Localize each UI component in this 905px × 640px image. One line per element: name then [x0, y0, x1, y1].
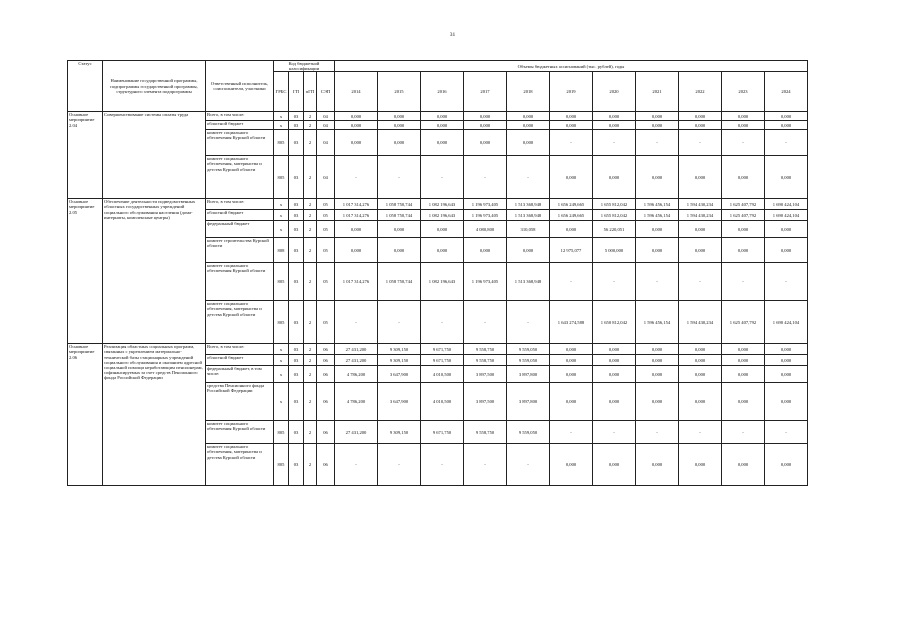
value-cell: 4 080,800 — [464, 221, 507, 238]
value-cell: 1 690 424,104 — [765, 199, 808, 210]
code-cell: 805 — [274, 301, 289, 344]
code-cell: 2 — [304, 121, 317, 130]
value-cell: 0,000 — [765, 383, 808, 421]
value-cell: 3 897,500 — [464, 366, 507, 383]
code-cell: 05 — [317, 301, 335, 344]
value-cell: - — [636, 263, 679, 301]
value-cell: 0,000 — [722, 156, 765, 199]
value-cell: 1 656 249,665 — [550, 210, 593, 221]
code-cell: 808 — [274, 238, 289, 263]
value-cell: 0,000 — [679, 444, 722, 486]
value-cell: - — [421, 444, 464, 486]
code-cell: 2 — [304, 444, 317, 486]
code-cell: 06 — [317, 344, 335, 355]
value-cell: 0,000 — [765, 121, 808, 130]
code-cell: 03 — [289, 301, 304, 344]
value-cell: - — [464, 301, 507, 344]
value-cell: 0,000 — [378, 221, 421, 238]
row-executor: областной бюджет — [206, 355, 274, 366]
row-executor: областной бюджет — [206, 121, 274, 130]
value-cell: - — [378, 301, 421, 344]
value-cell: 1 058 750,744 — [378, 210, 421, 221]
value-cell: 0,000 — [679, 238, 722, 263]
value-cell: 0,000 — [593, 355, 636, 366]
code-cell: 05 — [317, 238, 335, 263]
value-cell: 0,000 — [464, 121, 507, 130]
value-cell: 0,000 — [421, 238, 464, 263]
row-executor: федеральный бюджет, в том числе: — [206, 366, 274, 383]
budget-table-container — [67, 60, 808, 486]
value-cell: 1 058 750,744 — [378, 199, 421, 210]
value-cell: 4 786,200 — [335, 383, 378, 421]
value-cell: 27 431,200 — [335, 355, 378, 366]
value-cell: 0,000 — [636, 112, 679, 121]
row-executor: комитет социального обеспечения, материнства и детства Курской области — [206, 301, 274, 344]
row-status: Основное мероприятие 2.04 — [68, 112, 103, 199]
value-cell: 1 655 812,042 — [593, 210, 636, 221]
value-cell: 9 671,750 — [421, 344, 464, 355]
code-cell: 04 — [317, 130, 335, 156]
value-cell: 1 513 368,948 — [507, 199, 550, 210]
header-name: Наименование государственной программы, подпрограммы государственной программы, структурного элемента подпрограммы — [103, 61, 206, 112]
header-code-gp: ГП — [289, 72, 304, 112]
value-cell: 0,000 — [593, 121, 636, 130]
value-cell: 0,000 — [636, 355, 679, 366]
code-cell: 04 — [317, 121, 335, 130]
header-year: 2018 — [507, 72, 550, 112]
value-cell: 0,000 — [679, 355, 722, 366]
value-cell: 0,000 — [722, 221, 765, 238]
row-executor: Всего, в том числе: — [206, 199, 274, 210]
value-cell: 0,000 — [593, 344, 636, 355]
code-cell: 2 — [304, 421, 317, 444]
value-cell: 1 017 314,276 — [335, 263, 378, 301]
value-cell: 0,000 — [765, 221, 808, 238]
value-cell: 0,000 — [765, 366, 808, 383]
value-cell: 9 559,050 — [507, 355, 550, 366]
code-cell: 2 — [304, 238, 317, 263]
value-cell: 4 786,200 — [335, 366, 378, 383]
value-cell: 1 625 407,792 — [722, 199, 765, 210]
row-name: Совершенствование системы оплаты труда — [103, 112, 206, 199]
row-name: Обеспечение деятельности подведомственных областных государственных учреждений социального обслуживания населения (дома-интернаты, комплексные центры) — [103, 199, 206, 344]
code-cell: 03 — [289, 130, 304, 156]
code-cell: х — [274, 112, 289, 121]
value-cell: 9 309,150 — [378, 344, 421, 355]
value-cell: - — [593, 421, 636, 444]
value-cell: 310,058 — [507, 221, 550, 238]
row-executor: федеральный бюджет — [206, 221, 274, 238]
value-cell: 0,000 — [507, 130, 550, 156]
value-cell: 0,000 — [722, 112, 765, 121]
value-cell: 4 010,500 — [421, 383, 464, 421]
value-cell: - — [335, 301, 378, 344]
value-cell: 9 559,050 — [507, 344, 550, 355]
header-year: 2019 — [550, 72, 593, 112]
value-cell: 0,000 — [765, 238, 808, 263]
code-cell: 805 — [274, 156, 289, 199]
value-cell: 1 017 314,276 — [335, 210, 378, 221]
value-cell: 0,000 — [679, 121, 722, 130]
header-code-pgp: пГП — [304, 72, 317, 112]
value-cell: - — [636, 421, 679, 444]
value-cell: 0,000 — [593, 366, 636, 383]
header-volumes-group: Объемы бюджетных ассигнований (тыс. рублей), годы — [335, 61, 808, 72]
value-cell: 0,000 — [636, 344, 679, 355]
row-status: Основное мероприятие 2.05 — [68, 199, 103, 344]
value-cell: 0,000 — [335, 238, 378, 263]
value-cell: 0,000 — [335, 112, 378, 121]
code-cell: х — [274, 355, 289, 366]
value-cell: 1 082 196,643 — [421, 210, 464, 221]
value-cell: 0,000 — [464, 130, 507, 156]
value-cell: 0,000 — [550, 383, 593, 421]
value-cell: 0,000 — [636, 444, 679, 486]
value-cell: 0,000 — [593, 112, 636, 121]
table-row — [68, 344, 808, 355]
value-cell: 5 000,000 — [593, 238, 636, 263]
value-cell: - — [335, 156, 378, 199]
value-cell: - — [679, 421, 722, 444]
header-year: 2014 — [335, 72, 378, 112]
value-cell: - — [421, 301, 464, 344]
value-cell: 0,000 — [679, 156, 722, 199]
code-cell: 2 — [304, 199, 317, 210]
value-cell: - — [722, 130, 765, 156]
code-cell: 03 — [289, 238, 304, 263]
row-executor: комитет социального обеспечения Курской области — [206, 421, 274, 444]
code-cell: 03 — [289, 199, 304, 210]
value-cell: 0,000 — [507, 121, 550, 130]
value-cell: 0,000 — [679, 344, 722, 355]
code-cell: 805 — [274, 444, 289, 486]
value-cell: - — [507, 301, 550, 344]
value-cell: 0,000 — [593, 444, 636, 486]
value-cell: - — [421, 156, 464, 199]
value-cell: 1 017 314,276 — [335, 199, 378, 210]
value-cell: 1 656 249,665 — [550, 199, 593, 210]
header-status: Статус — [68, 61, 103, 112]
value-cell: 4 010,500 — [421, 366, 464, 383]
code-cell: 805 — [274, 130, 289, 156]
value-cell: 0,000 — [550, 444, 593, 486]
value-cell: 0,000 — [421, 130, 464, 156]
header-year: 2015 — [378, 72, 421, 112]
value-cell: 0,000 — [378, 112, 421, 121]
value-cell: 0,000 — [765, 344, 808, 355]
header-code-group: Код бюджетной классификации — [274, 61, 335, 72]
value-cell: 0,000 — [550, 366, 593, 383]
value-cell: 9 558,750 — [464, 344, 507, 355]
value-cell: 0,000 — [636, 156, 679, 199]
value-cell: - — [507, 444, 550, 486]
value-cell: 27 431,200 — [335, 344, 378, 355]
value-cell: 0,000 — [722, 121, 765, 130]
code-cell: 03 — [289, 421, 304, 444]
value-cell: 0,000 — [421, 112, 464, 121]
value-cell: - — [507, 156, 550, 199]
value-cell: 1 690 424,104 — [765, 301, 808, 344]
value-cell: 9 309,150 — [378, 355, 421, 366]
code-cell: 805 — [274, 421, 289, 444]
header-year: 2023 — [722, 72, 765, 112]
code-cell: 06 — [317, 355, 335, 366]
value-cell: - — [593, 263, 636, 301]
value-cell: - — [765, 130, 808, 156]
value-cell: 1 196 973,405 — [464, 210, 507, 221]
value-cell: 3 897,500 — [464, 383, 507, 421]
value-cell: 0,000 — [550, 112, 593, 121]
value-cell: - — [464, 444, 507, 486]
value-cell: 0,000 — [593, 383, 636, 421]
value-cell: 9 558,750 — [464, 355, 507, 366]
code-cell: 03 — [289, 221, 304, 238]
code-cell: 805 — [274, 263, 289, 301]
code-cell: 03 — [289, 156, 304, 199]
row-executor: Всего, в том числе: — [206, 112, 274, 121]
value-cell: 0,000 — [593, 156, 636, 199]
value-cell: - — [378, 156, 421, 199]
value-cell: 1 643 274,588 — [550, 301, 593, 344]
table-row — [68, 199, 808, 210]
value-cell: 0,000 — [679, 112, 722, 121]
value-cell: 0,000 — [679, 366, 722, 383]
value-cell: - — [765, 263, 808, 301]
value-cell: 0,000 — [765, 156, 808, 199]
value-cell: 12 975,077 — [550, 238, 593, 263]
code-cell: 06 — [317, 421, 335, 444]
value-cell: 0,000 — [636, 121, 679, 130]
code-cell: 03 — [289, 383, 304, 421]
code-cell: х — [274, 121, 289, 130]
row-executor: Всего, в том числе: — [206, 344, 274, 355]
value-cell: - — [378, 444, 421, 486]
value-cell: 1 058 750,744 — [378, 263, 421, 301]
code-cell: 06 — [317, 444, 335, 486]
header-year: 2020 — [593, 72, 636, 112]
header-year: 2024 — [765, 72, 808, 112]
value-cell: - — [636, 130, 679, 156]
code-cell: х — [274, 210, 289, 221]
value-cell: 1 650 812,042 — [593, 301, 636, 344]
value-cell: - — [679, 130, 722, 156]
row-executor: комитет строительства Курской области — [206, 238, 274, 263]
value-cell: 0,000 — [636, 383, 679, 421]
value-cell: - — [464, 156, 507, 199]
value-cell: 9 309,150 — [378, 421, 421, 444]
header-row-top — [68, 61, 808, 72]
value-cell: 1 196 973,405 — [464, 263, 507, 301]
value-cell: 0,000 — [550, 121, 593, 130]
value-cell: - — [722, 263, 765, 301]
value-cell: 1 082 196,643 — [421, 199, 464, 210]
code-cell: 2 — [304, 263, 317, 301]
header-code-sep: СЭП — [317, 72, 335, 112]
budget-table — [67, 60, 808, 486]
code-cell: х — [274, 199, 289, 210]
code-cell: 03 — [289, 444, 304, 486]
value-cell: 9 558,750 — [464, 421, 507, 444]
value-cell: 3 647,900 — [378, 383, 421, 421]
row-executor: областной бюджет — [206, 210, 274, 221]
value-cell: 0,000 — [722, 366, 765, 383]
code-cell: 06 — [317, 383, 335, 421]
value-cell: 1 690 424,104 — [765, 210, 808, 221]
header-year: 2021 — [636, 72, 679, 112]
value-cell: 0,000 — [765, 355, 808, 366]
value-cell: 1 513 368,948 — [507, 263, 550, 301]
value-cell: 1 596 456,154 — [636, 301, 679, 344]
value-cell: 1 082 196,643 — [421, 263, 464, 301]
row-status: Основное мероприятие 2.06 — [68, 344, 103, 486]
value-cell: 0,000 — [722, 238, 765, 263]
code-cell: 05 — [317, 210, 335, 221]
table-row — [68, 112, 808, 121]
value-cell: - — [550, 263, 593, 301]
value-cell: 0,000 — [722, 444, 765, 486]
value-cell: 1 625 407,792 — [722, 301, 765, 344]
code-cell: 03 — [289, 263, 304, 301]
header-executor: Ответственный исполнитель, соисполнители, участники — [206, 61, 274, 112]
value-cell: 0,000 — [464, 238, 507, 263]
row-executor: комитет социального обеспечения Курской области — [206, 130, 274, 156]
code-cell: 03 — [289, 366, 304, 383]
code-cell: 2 — [304, 221, 317, 238]
code-cell: х — [274, 383, 289, 421]
code-cell: х — [274, 344, 289, 355]
code-cell: х — [274, 221, 289, 238]
code-cell: 2 — [304, 210, 317, 221]
code-cell: 04 — [317, 112, 335, 121]
value-cell: 0,000 — [765, 444, 808, 486]
value-cell: 0,000 — [378, 238, 421, 263]
header-year: 2017 — [464, 72, 507, 112]
value-cell: 1 594 430,234 — [679, 210, 722, 221]
value-cell: 0,000 — [679, 221, 722, 238]
value-cell: 1 655 812,042 — [593, 199, 636, 210]
value-cell: 1 596 456,154 — [636, 199, 679, 210]
value-cell: 0,000 — [550, 221, 593, 238]
value-cell: 1 196 973,405 — [464, 199, 507, 210]
value-cell: - — [722, 421, 765, 444]
code-cell: 2 — [304, 301, 317, 344]
value-cell: 0,000 — [550, 355, 593, 366]
value-cell: 0,000 — [378, 121, 421, 130]
value-cell: 0,000 — [550, 156, 593, 199]
code-cell: 05 — [317, 199, 335, 210]
value-cell: 0,000 — [507, 238, 550, 263]
value-cell: 0,000 — [421, 221, 464, 238]
value-cell: 0,000 — [679, 383, 722, 421]
value-cell: 9 671,750 — [421, 421, 464, 444]
code-cell: 06 — [317, 366, 335, 383]
value-cell: 3 897,800 — [507, 366, 550, 383]
value-cell: 1 594 430,234 — [679, 199, 722, 210]
value-cell: 0,000 — [335, 221, 378, 238]
code-cell: 03 — [289, 355, 304, 366]
value-cell: 3 647,900 — [378, 366, 421, 383]
value-cell: 9 559,050 — [507, 421, 550, 444]
value-cell: 0,000 — [722, 383, 765, 421]
value-cell: 0,000 — [722, 344, 765, 355]
value-cell: 27 431,200 — [335, 421, 378, 444]
code-cell: 2 — [304, 112, 317, 121]
value-cell: - — [550, 130, 593, 156]
value-cell: - — [335, 444, 378, 486]
header-year: 2016 — [421, 72, 464, 112]
row-executor: комитет социального обеспечения, материнства и детства Курской области — [206, 156, 274, 199]
row-executor: комитет социального обеспечения Курской области — [206, 263, 274, 301]
value-cell: 0,000 — [636, 221, 679, 238]
value-cell: 1 625 407,792 — [722, 210, 765, 221]
row-executor: средства Пенсионного фонда Российской Федерации — [206, 383, 274, 421]
row-executor: комитет социального обеспечения, материнства и детства Курской области — [206, 444, 274, 486]
code-cell: х — [274, 366, 289, 383]
value-cell: 0,000 — [722, 355, 765, 366]
value-cell: 0,000 — [335, 130, 378, 156]
code-cell: 03 — [289, 344, 304, 355]
value-cell: 0,000 — [550, 344, 593, 355]
page-number: 31 — [449, 32, 456, 38]
value-cell: 3 897,800 — [507, 383, 550, 421]
value-cell: 1 596 456,154 — [636, 210, 679, 221]
header-code-grbs: ГРБС — [274, 72, 289, 112]
budget-table-body — [68, 112, 808, 486]
value-cell: 0,000 — [421, 121, 464, 130]
value-cell: 0,000 — [464, 112, 507, 121]
code-cell: 05 — [317, 221, 335, 238]
code-cell: 03 — [289, 121, 304, 130]
value-cell: 0,000 — [636, 366, 679, 383]
value-cell: - — [765, 421, 808, 444]
value-cell: 0,000 — [378, 130, 421, 156]
code-cell: 03 — [289, 112, 304, 121]
header-year: 2022 — [679, 72, 722, 112]
value-cell: 0,000 — [636, 238, 679, 263]
value-cell: - — [550, 421, 593, 444]
value-cell: 0,000 — [335, 121, 378, 130]
code-cell: 03 — [289, 210, 304, 221]
code-cell: 2 — [304, 130, 317, 156]
code-cell: 05 — [317, 263, 335, 301]
code-cell: 2 — [304, 156, 317, 199]
value-cell: - — [593, 130, 636, 156]
value-cell: 9 671,750 — [421, 355, 464, 366]
value-cell: - — [679, 263, 722, 301]
code-cell: 2 — [304, 344, 317, 355]
code-cell: 04 — [317, 156, 335, 199]
value-cell: 1 513 368,948 — [507, 210, 550, 221]
code-cell: 2 — [304, 366, 317, 383]
value-cell: 1 594 430,234 — [679, 301, 722, 344]
code-cell: 2 — [304, 355, 317, 366]
value-cell: 0,000 — [765, 112, 808, 121]
code-cell: 2 — [304, 383, 317, 421]
row-name: Реализация областных социальных программ, связанных с укреплением материально-технической базы стационарных учреждений социального обслуживания и оказанием адресной социальной помощи неработающим пенсионерам, софинансируемых за счет средств Пенсионного фонда Российской Федерации — [103, 344, 206, 486]
value-cell: 56 220,051 — [593, 221, 636, 238]
value-cell: 0,000 — [507, 112, 550, 121]
